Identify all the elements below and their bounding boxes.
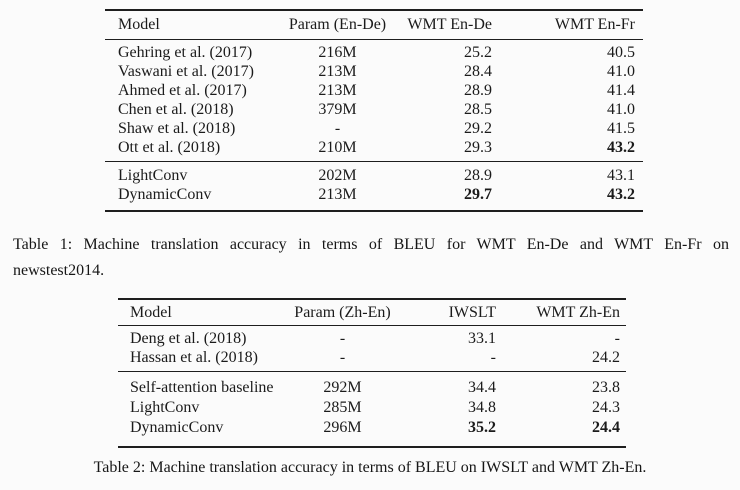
wmt-zh-en-cell: 24.4	[592, 419, 620, 436]
model-cell: DynamicConv	[130, 419, 224, 436]
model-cell: Shaw et al. (2018)	[118, 119, 236, 137]
model-cell: Ahmed et al. (2017)	[118, 81, 247, 99]
header-wmt-en-fr: WMT En-Fr	[554, 16, 635, 33]
header-param-zh-en: Param (Zh-En)	[294, 303, 391, 321]
table-row	[105, 119, 643, 138]
table-row	[118, 398, 626, 418]
wmt-en-fr-cell: 41.4	[607, 81, 635, 99]
table-row	[118, 348, 626, 372]
table-1	[105, 9, 643, 212]
wmt-en-de-cell: 25.2	[464, 43, 492, 61]
wmt-en-fr-cell: 41.0	[607, 100, 635, 118]
wmt-en-fr-cell: 41.5	[607, 119, 635, 137]
header-row	[105, 10, 643, 40]
table-row	[118, 372, 626, 399]
table-2-caption: Table 2: Machine translation accuracy in terms of BLEU on IWSLT and WMT Zh-En.	[93, 459, 647, 476]
table-1-ours-group	[105, 162, 643, 212]
table-1-header	[105, 10, 643, 40]
header-model: Model	[118, 16, 160, 33]
iwslt-cell: 33.1	[468, 329, 496, 347]
header-wmt-zh-en: WMT Zh-En	[536, 303, 620, 321]
wmt-en-fr-cell: 41.0	[607, 62, 635, 80]
header-iwslt: IWSLT	[448, 303, 496, 321]
wmt-en-de-cell: 28.5	[464, 100, 492, 118]
param-cell: 296M	[323, 419, 362, 436]
model-cell: Deng et al. (2018)	[130, 329, 247, 347]
table-2-header	[118, 299, 626, 326]
iwslt-cell: 34.8	[468, 399, 496, 416]
model-cell: Gehring et al. (2017)	[118, 43, 253, 61]
wmt-zh-en-cell: -	[614, 329, 620, 347]
param-cell: -	[339, 329, 346, 347]
wmt-en-de-cell: 29.7	[464, 185, 492, 203]
header-param-en-de: Param (En-De)	[288, 16, 387, 33]
table-2-zh-en-results	[118, 298, 626, 448]
header-model: Model	[130, 303, 172, 321]
param-cell: 285M	[323, 399, 362, 416]
model-cell: Chen et al. (2018)	[118, 100, 234, 118]
table-row	[118, 418, 626, 447]
iwslt-cell: -	[490, 348, 496, 366]
table-row	[118, 326, 626, 349]
table-row	[105, 162, 643, 186]
caption-line: newstest2014.	[13, 262, 105, 279]
model-cell: LightConv	[118, 166, 188, 184]
param-cell: 292M	[323, 379, 362, 396]
wmt-en-fr-cell: 43.2	[607, 185, 635, 203]
table-row	[105, 62, 643, 81]
wmt-en-fr-cell: 40.5	[607, 43, 635, 61]
table-2	[118, 298, 626, 448]
header-row	[118, 299, 626, 326]
table-1-caption	[13, 232, 729, 284]
param-cell: -	[334, 119, 341, 137]
wmt-en-de-cell: 29.3	[464, 138, 492, 156]
table-1-baselines-group	[105, 40, 643, 162]
model-cell: LightConv	[130, 399, 200, 416]
wmt-zh-en-cell: 24.2	[592, 348, 620, 366]
wmt-en-de-cell: 29.2	[464, 119, 492, 137]
table-row	[105, 138, 643, 162]
param-cell: 213M	[318, 81, 357, 99]
param-cell: 213M	[318, 62, 357, 80]
param-cell: 213M	[318, 185, 357, 203]
wmt-en-fr-cell: 43.2	[607, 138, 635, 156]
iwslt-cell: 34.4	[468, 379, 496, 396]
iwslt-cell: 35.2	[468, 419, 496, 436]
wmt-zh-en-cell: 24.3	[592, 399, 620, 416]
wmt-zh-en-cell: 23.8	[592, 379, 620, 396]
caption-line: Table 1: Machine translation accuracy in terms of BLEU for WMT En-De and WMT En-Fr on	[13, 236, 729, 253]
wmt-en-de-cell: 28.4	[464, 62, 492, 80]
model-cell: Hassan et al. (2018)	[130, 348, 258, 366]
model-cell: Ott et al. (2018)	[118, 138, 221, 156]
wmt-en-de-cell: 28.9	[464, 166, 492, 184]
wmt-en-fr-cell: 43.1	[607, 166, 635, 184]
table-2-baselines-group	[118, 326, 626, 372]
param-cell: 216M	[318, 43, 357, 61]
param-cell: 210M	[318, 138, 357, 156]
model-cell: Vaswani et al. (2017)	[118, 62, 254, 80]
table-row	[105, 81, 643, 100]
table-row	[105, 40, 643, 63]
table-2-ours-group	[118, 372, 626, 448]
param-cell: 202M	[318, 166, 357, 184]
param-cell: 379M	[318, 100, 357, 118]
param-cell: -	[339, 348, 346, 366]
header-wmt-en-de: WMT En-De	[407, 16, 492, 33]
model-cell: DynamicConv	[118, 185, 212, 203]
table-row	[105, 185, 643, 211]
wmt-en-de-cell: 28.9	[464, 81, 492, 99]
table-1-wmt-results	[105, 9, 643, 212]
table-row	[105, 100, 643, 119]
model-cell: Self-attention baseline	[130, 379, 274, 396]
